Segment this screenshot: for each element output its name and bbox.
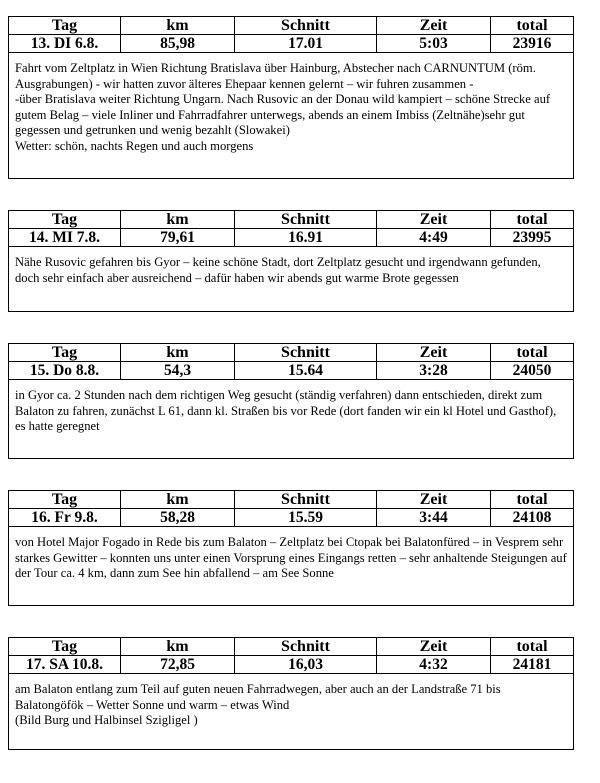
stats-table xyxy=(8,343,574,380)
entry-description: Nähe Rusovic gefahren bis Gyor – keine schöne Stadt, dort Zeltplatz gesucht und irgendwann gefunden, doch sehr einfach aber ausreichend – dafür haben wir abends gut warme Brote gegessen xyxy=(8,247,574,312)
diary-entry xyxy=(8,16,574,179)
total-cell: 23995 xyxy=(512,229,552,246)
schnitt-cell: 16.91 xyxy=(235,229,377,246)
diary-entry xyxy=(8,210,574,312)
header-km: km xyxy=(121,17,235,35)
total-cell: 24050 xyxy=(512,362,552,379)
stats-table xyxy=(8,210,574,247)
entry-description: von Hotel Major Fogado in Rede bis zum Balaton – Zeltplatz bei Ctopak bei Balatonfüred – in Vesprem sehr starkes Gewitter – konnten uns unter einen Vorsprung eines Eingangs retten – sehr anhaltende Steigungen auf der Tour ca. 4 km, dann zum See hin abfallend – am See Sonne xyxy=(8,527,574,606)
header-total: total xyxy=(491,211,573,229)
zeit-cell: 5:03 xyxy=(377,35,491,52)
diary-entry xyxy=(8,490,574,606)
entry-description: in Gyor ca. 2 Stunden nach dem richtigen Weg gesucht (ständig verfahren) dann entschieden, direkt zum Balaton zu fahren, zunächst L 61, dann kl. Straßen bis vor Rede (dort fanden wir ein kl Hotel und Gasthof), es hatte geregnet xyxy=(8,380,574,459)
zeit-cell: 4:49 xyxy=(377,229,491,246)
stats-table xyxy=(8,490,574,527)
header-tag: Tag xyxy=(9,344,121,362)
day-cell: 17. SA 10.8. xyxy=(9,656,121,673)
header-zeit: Zeit xyxy=(377,491,491,509)
header-zeit: Zeit xyxy=(377,344,491,362)
header-schnitt: Schnitt xyxy=(235,344,377,362)
diary-entry xyxy=(8,637,574,750)
header-schnitt: Schnitt xyxy=(235,638,377,656)
header-km: km xyxy=(121,211,235,229)
entry-description: Fahrt vom Zeltplatz in Wien Richtung Bratislava über Hainburg, Abstecher nach CARNUNTUM (röm. Ausgrabungen) - wir hatten zuvor älteres Ehepaar kennen gelernt – wir fuhren zusammen - -über Bratislava weiter Richtung Ungarn. Nach Rusovic an der Donau wild kampiert – schöne Strecke auf gutem Belag – viele Inliner und Fahrradfahrer unterwegs, abends an einem Imbiss (Zeltnähe)sehr gut gegessen und getrunken und wenig bezahlt (Slowakei) Wetter: schön, nachts Regen und auch morgens xyxy=(8,53,574,179)
day-cell: 16. Fr 9.8. xyxy=(9,509,121,526)
day-cell: 13. DI 6.8. xyxy=(9,35,121,52)
header-tag: Tag xyxy=(9,491,121,509)
schnitt-cell: 17.01 xyxy=(235,35,377,52)
km-cell: 79,61 xyxy=(121,229,235,246)
header-schnitt: Schnitt xyxy=(235,211,377,229)
total-cell: 23916 xyxy=(512,35,552,52)
diary-entry xyxy=(8,343,574,459)
zeit-cell: 3:28 xyxy=(377,362,491,379)
stats-table xyxy=(8,637,574,674)
header-schnitt: Schnitt xyxy=(235,17,377,35)
header-tag: Tag xyxy=(9,638,121,656)
header-total: total xyxy=(491,17,573,35)
entry-description: am Balaton entlang zum Teil auf guten neuen Fahrradwegen, aber auch an der Landstraße 71 bis Balatongöfök – Wetter Sonne und warm – etwas Wind (Bild Burg und Halbinsel Szigligel ) xyxy=(8,674,574,750)
km-cell: 54,3 xyxy=(121,362,235,379)
header-zeit: Zeit xyxy=(377,17,491,35)
schnitt-cell: 15.64 xyxy=(235,362,377,379)
km-cell: 58,28 xyxy=(121,509,235,526)
header-schnitt: Schnitt xyxy=(235,491,377,509)
header-km: km xyxy=(121,344,235,362)
header-km: km xyxy=(121,638,235,656)
total-cell: 24181 xyxy=(512,656,552,673)
header-zeit: Zeit xyxy=(377,638,491,656)
schnitt-cell: 15.59 xyxy=(235,509,377,526)
zeit-cell: 4:32 xyxy=(377,656,491,673)
header-km: km xyxy=(121,491,235,509)
stats-table xyxy=(8,16,574,53)
header-tag: Tag xyxy=(9,17,121,35)
header-total: total xyxy=(491,638,573,656)
total-cell: 24108 xyxy=(512,509,552,526)
day-cell: 15. Do 8.8. xyxy=(9,362,121,379)
header-total: total xyxy=(491,491,573,509)
day-cell: 14. MI 7.8. xyxy=(9,229,121,246)
header-tag: Tag xyxy=(9,211,121,229)
schnitt-cell: 16,03 xyxy=(235,656,377,673)
header-zeit: Zeit xyxy=(377,211,491,229)
km-cell: 72,85 xyxy=(121,656,235,673)
zeit-cell: 3:44 xyxy=(377,509,491,526)
km-cell: 85,98 xyxy=(121,35,235,52)
header-total: total xyxy=(491,344,573,362)
